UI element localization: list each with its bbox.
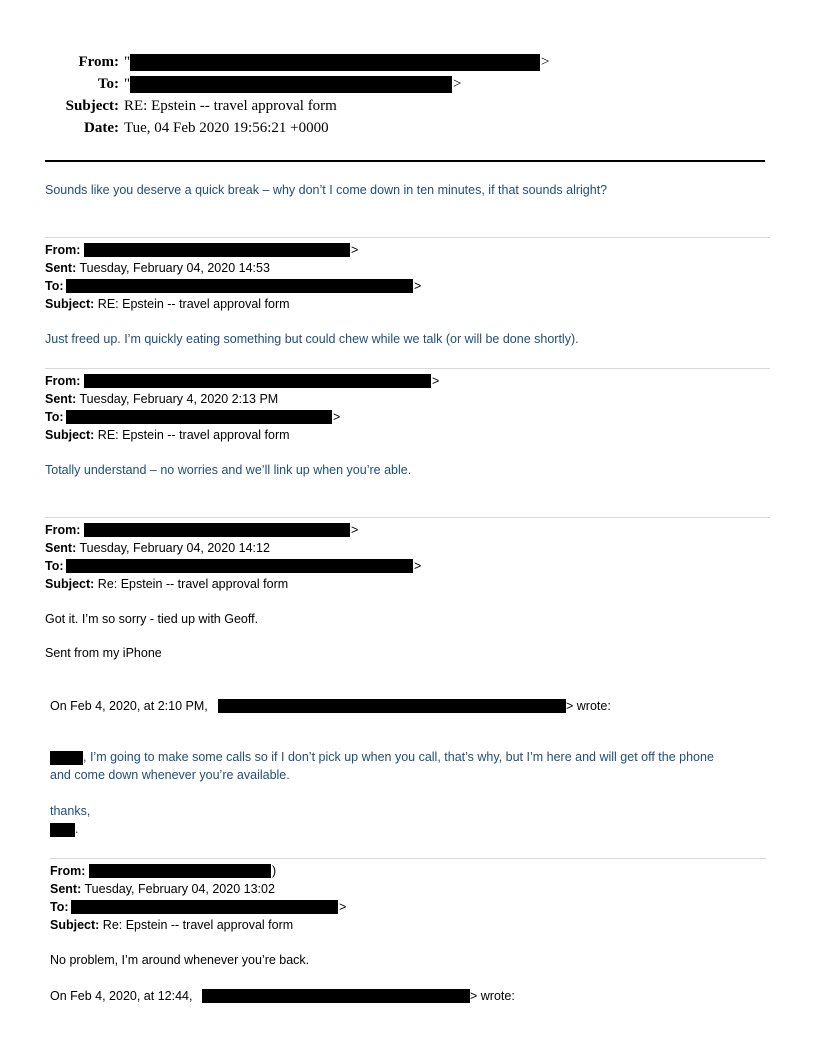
redaction-block <box>71 900 338 914</box>
redaction-block <box>66 279 413 293</box>
sent-label: Sent: <box>50 882 82 896</box>
redaction-block <box>130 54 540 71</box>
signature: Sent from my iPhone <box>45 646 162 660</box>
subject-value: RE: Epstein -- travel approval form <box>97 428 290 442</box>
subject-label: Subject: <box>50 918 100 932</box>
quote-wrote: > wrote: <box>566 699 611 713</box>
subject-label: Subject: <box>45 577 95 591</box>
from-label: From: <box>45 374 81 388</box>
message-divider <box>45 517 770 518</box>
sent-label: Sent: <box>45 261 77 275</box>
message-body: No problem, I’m around whenever you’re back. <box>50 953 310 967</box>
sent-value: Tuesday, February 4, 2020 2:13 PM <box>79 392 279 406</box>
message-body: Just freed up. I’m quickly eating something but could chew while we talk (or will be done shortly). <box>45 332 579 346</box>
quote-body-line1: , I’m going to make some calls so if I don’t pick up when you call, that’s why, but I’m here and will get off the phone <box>83 750 714 764</box>
sent-value: Tuesday, February 04, 2020 14:53 <box>79 261 270 275</box>
to-label: To: <box>45 410 64 424</box>
date-value: Tue, 04 Feb 2020 19:56:21 +0000 <box>124 120 329 136</box>
email-gt: > <box>333 410 341 424</box>
quote-body-line2: and come down whenever you’re available. <box>50 768 290 782</box>
email-gt: > <box>351 523 359 537</box>
email-gt: > <box>432 374 440 388</box>
redaction-block <box>84 243 350 257</box>
message-divider <box>45 237 770 238</box>
redaction-block <box>89 864 271 878</box>
redaction-block <box>84 523 350 537</box>
date-label: Date: <box>84 120 119 136</box>
redaction-block <box>130 76 452 93</box>
email-gt: > <box>339 900 347 914</box>
thanks-tail: . <box>75 822 79 836</box>
header-divider <box>45 160 765 162</box>
to-quote: " <box>124 76 131 92</box>
quote-wrote: > wrote: <box>470 989 515 1003</box>
subject-value: RE: Epstein -- travel approval form <box>124 98 337 114</box>
subject-label: Subject: <box>45 297 95 311</box>
sent-value: Tuesday, February 04, 2020 13:02 <box>84 882 275 896</box>
to-label: To: <box>50 900 69 914</box>
from-label: From: <box>45 523 81 537</box>
redaction-block <box>218 699 566 713</box>
email-gt: > <box>414 559 422 573</box>
redaction-block <box>66 410 332 424</box>
message-body: Sounds like you deserve a quick break – why don’t I come down in ten minutes, if that sounds alright? <box>45 183 608 197</box>
to-label: To: <box>45 279 64 293</box>
sent-value: Tuesday, February 04, 2020 14:12 <box>79 541 270 555</box>
email-gt: > <box>351 243 359 257</box>
subject-label: Subject: <box>45 428 95 442</box>
from-label: From: <box>45 243 81 257</box>
redaction-block <box>202 989 470 1003</box>
message-divider <box>50 858 766 859</box>
from-tail: ) <box>272 864 277 878</box>
quote-intro: On Feb 4, 2020, at 12:44, <box>50 989 193 1003</box>
to-label: To: <box>45 559 64 573</box>
redaction-block <box>66 559 413 573</box>
to-label: To: <box>97 76 119 92</box>
sent-label: Sent: <box>45 541 77 555</box>
from-label: From: <box>50 864 86 878</box>
thanks-text: thanks, <box>50 804 91 818</box>
to-gt: > <box>453 76 462 92</box>
subject-label: Subject: <box>65 98 119 114</box>
from-quote: " <box>124 54 131 70</box>
redaction-block <box>84 374 431 388</box>
message-body: Got it. I’m so sorry - tied up with Geoff. <box>45 612 259 626</box>
message-divider <box>45 368 770 369</box>
sent-label: Sent: <box>45 392 77 406</box>
subject-value: Re: Epstein -- travel approval form <box>97 577 289 591</box>
subject-value: RE: Epstein -- travel approval form <box>97 297 290 311</box>
email-gt: > <box>414 279 422 293</box>
message-body: Totally understand – no worries and we’ll link up when you’re able. <box>45 463 412 477</box>
redaction-block <box>50 823 75 837</box>
from-gt: > <box>541 54 550 70</box>
subject-value: Re: Epstein -- travel approval form <box>102 918 294 932</box>
from-label: From: <box>78 54 119 70</box>
redaction-block <box>50 751 83 765</box>
quote-intro: On Feb 4, 2020, at 2:10 PM, <box>50 699 208 713</box>
